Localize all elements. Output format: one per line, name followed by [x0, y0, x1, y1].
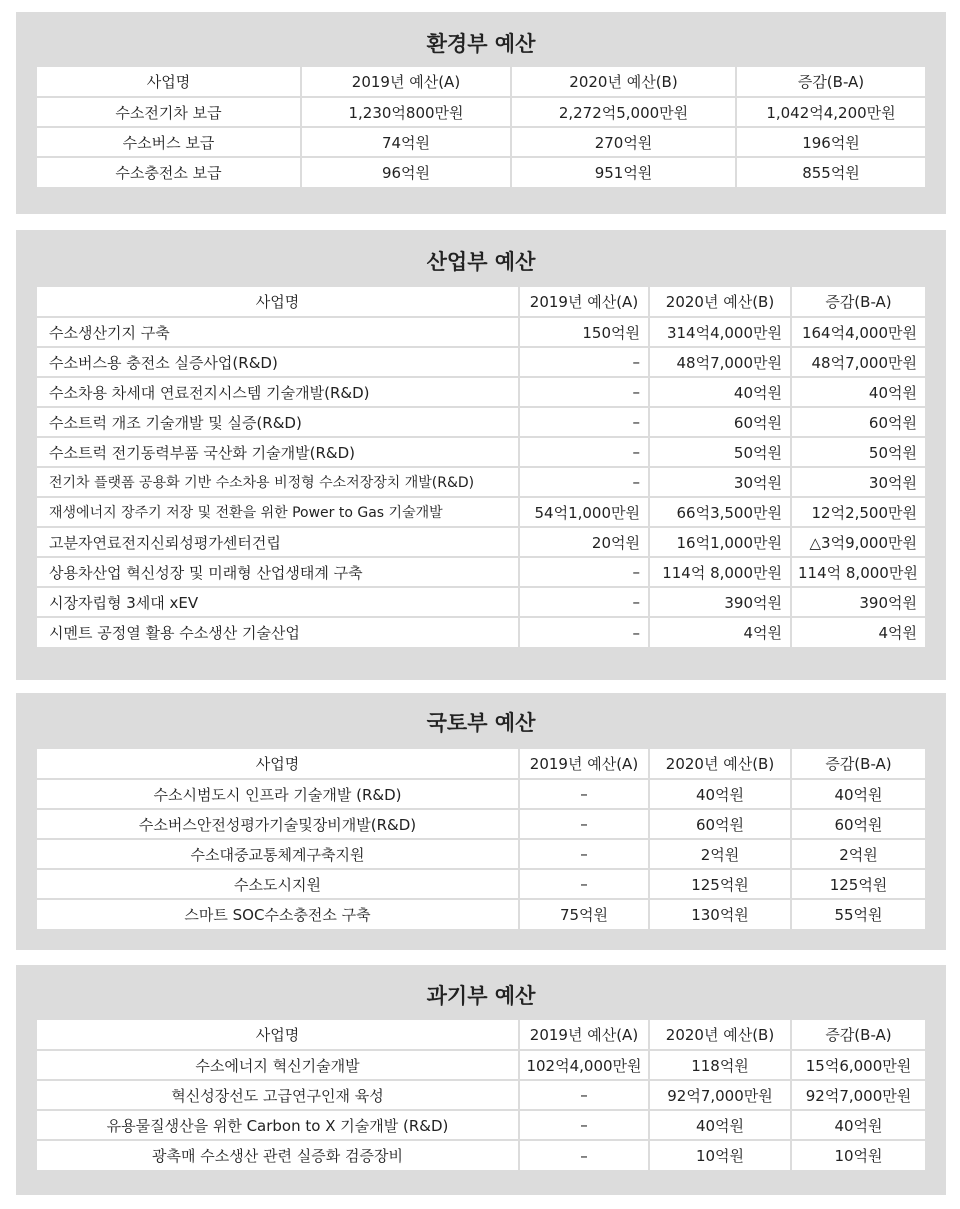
col-header-2020: 2020년 예산(B): [511, 67, 736, 97]
col-header-diff: 증감(B-A): [791, 287, 925, 317]
table-row: [37, 157, 925, 187]
project-name: 스마트 SOC수소충전소 구축: [37, 899, 519, 929]
budget-diff: 12억2,500만원: [791, 497, 925, 527]
budget-2020: 48억7,000만원: [649, 347, 791, 377]
science-budget-title: 과기부 예산: [426, 984, 536, 1008]
budget-2020: 92억7,000만원: [649, 1080, 791, 1110]
table-header-row: [37, 1020, 925, 1050]
col-header-2019: 2019년 예산(A): [519, 749, 649, 779]
budget-diff: 60억원: [791, 407, 925, 437]
table-row: [37, 1080, 925, 1110]
col-header-name: 사업명: [255, 1026, 300, 1044]
project-name: 수소전기차 보급: [37, 97, 301, 127]
table-row: [37, 497, 925, 527]
budget-2019: –: [519, 869, 649, 899]
table-header-row: [37, 749, 925, 779]
col-header-diff: 증감(B-A): [791, 1020, 925, 1050]
budget-2019: –: [519, 1140, 649, 1170]
project-name: 수소버스 보급: [37, 127, 301, 157]
land-budget-table: [37, 749, 925, 929]
budget-2020: 60억원: [649, 407, 791, 437]
project-name: 수소도시지원: [37, 869, 519, 899]
budget-2020: 4억원: [649, 617, 791, 647]
project-name: 수소버스안전성평가기술및장비개발(R&D): [37, 809, 519, 839]
budget-2019: 75억원: [519, 899, 649, 929]
budget-diff: 92억7,000만원: [791, 1080, 925, 1110]
budget-2020: 60억원: [649, 809, 791, 839]
col-header-2019: 2019년 예산(A): [519, 287, 649, 317]
budget-2019: –: [519, 557, 649, 587]
budget-2019: 1,230억800만원: [301, 97, 511, 127]
table-row: [37, 437, 925, 467]
budget-diff: 30억원: [791, 467, 925, 497]
budget-2019: –: [519, 839, 649, 869]
budget-2020: 125억원: [649, 869, 791, 899]
budget-diff: 855억원: [736, 157, 925, 187]
table-row: [37, 587, 925, 617]
budget-diff: 10억원: [791, 1140, 925, 1170]
budget-2019: –: [519, 437, 649, 467]
env-budget-title: 환경부 예산: [426, 32, 536, 56]
budget-diff: 48억7,000만원: [791, 347, 925, 377]
project-name: 시장자립형 3세대 xEV: [37, 587, 519, 617]
land-budget-title: 국토부 예산: [426, 711, 536, 735]
project-name: 수소트럭 전기동력부품 국산화 기술개발(R&D): [37, 437, 519, 467]
project-name: 수소트럭 개조 기술개발 및 실증(R&D): [37, 407, 519, 437]
budget-2020: 16억1,000만원: [649, 527, 791, 557]
budget-2019: 96억원: [301, 157, 511, 187]
industry-budget-table: [37, 287, 925, 647]
env-budget-table: [37, 67, 925, 187]
budget-2019: –: [519, 617, 649, 647]
budget-2020: 130억원: [649, 899, 791, 929]
table-row: [37, 557, 925, 587]
table-header-row: [37, 287, 925, 317]
budget-diff: 164억4,000만원: [791, 317, 925, 347]
budget-2019: –: [519, 347, 649, 377]
budget-2020: 40억원: [649, 377, 791, 407]
budget-diff: 4억원: [791, 617, 925, 647]
project-name: 수소충전소 보급: [37, 157, 301, 187]
project-name: 수소에너지 혁신기술개발: [37, 1050, 519, 1080]
col-header-name: 사업명: [146, 73, 191, 91]
budget-diff: 55억원: [791, 899, 925, 929]
budget-diff: 1,042억4,200만원: [736, 97, 925, 127]
col-header-2020: 2020년 예산(B): [649, 1020, 791, 1050]
table-row: [37, 347, 925, 377]
science-budget-table: [37, 1020, 925, 1170]
col-header-name: 사업명: [255, 293, 300, 311]
budget-2019: –: [519, 377, 649, 407]
col-header-diff: 증감(B-A): [791, 749, 925, 779]
budget-2019: 20억원: [519, 527, 649, 557]
budget-2020: 114억 8,000만원: [649, 557, 791, 587]
land-budget-panel: [16, 693, 946, 950]
table-row: [37, 1050, 925, 1080]
budget-2019: –: [519, 809, 649, 839]
col-header-2019: 2019년 예산(A): [519, 1020, 649, 1050]
budget-2020: 314억4,000만원: [649, 317, 791, 347]
table-row: [37, 317, 925, 347]
project-name: 시멘트 공정열 활용 수소생산 기술산업: [37, 617, 519, 647]
table-row: [37, 127, 925, 157]
env-budget-panel: [16, 12, 946, 214]
budget-2020: 30억원: [649, 467, 791, 497]
project-name: 광촉매 수소생산 관련 실증화 검증장비: [37, 1140, 519, 1170]
budget-diff: 196억원: [736, 127, 925, 157]
project-name: 전기차 플랫폼 공용화 기반 수소차용 비정형 수소저장장치 개발(R&D): [37, 467, 519, 497]
budget-diff: 40억원: [791, 779, 925, 809]
budget-2020: 270억원: [511, 127, 736, 157]
table-row: [37, 839, 925, 869]
budget-2020: 118억원: [649, 1050, 791, 1080]
project-name: 유용물질생산을 위한 Carbon to X 기술개발 (R&D): [37, 1110, 519, 1140]
col-header-2019: 2019년 예산(A): [301, 67, 511, 97]
project-name: 상용차산업 혁신성장 및 미래형 산업생태계 구축: [37, 557, 519, 587]
budget-diff: 40억원: [791, 1110, 925, 1140]
project-name: 재생에너지 장주기 저장 및 전환을 위한 Power to Gas 기술개발: [37, 497, 519, 527]
industry-budget-title: 산업부 예산: [426, 250, 536, 274]
budget-2019: 74억원: [301, 127, 511, 157]
budget-diff: 125억원: [791, 869, 925, 899]
table-row: [37, 97, 925, 127]
budget-2020: 2,272억5,000만원: [511, 97, 736, 127]
science-budget-panel: [16, 965, 946, 1195]
budget-diff: 390억원: [791, 587, 925, 617]
table-row: [37, 377, 925, 407]
budget-diff: △3억9,000만원: [791, 527, 925, 557]
budget-diff: 2억원: [791, 839, 925, 869]
budget-2019: 150억원: [519, 317, 649, 347]
table-row: [37, 809, 925, 839]
project-name: 고분자연료전지신뢰성평가센터건립: [37, 527, 519, 557]
project-name: 수소대중교통체계구축지원: [37, 839, 519, 869]
budget-2019: –: [519, 1080, 649, 1110]
project-name: 수소버스용 충전소 실증사업(R&D): [37, 347, 519, 377]
table-row: [37, 467, 925, 497]
project-name: 수소생산기지 구축: [37, 317, 519, 347]
budget-diff: 50억원: [791, 437, 925, 467]
table-header-row: [37, 67, 925, 97]
budget-2019: –: [519, 467, 649, 497]
budget-2020: 50억원: [649, 437, 791, 467]
col-header-diff: 증감(B-A): [736, 67, 925, 97]
budget-diff: 60억원: [791, 809, 925, 839]
project-name: 수소차용 차세대 연료전지시스템 기술개발(R&D): [37, 377, 519, 407]
project-name: 수소시범도시 인프라 기술개발 (R&D): [37, 779, 519, 809]
budget-diff: 15억6,000만원: [791, 1050, 925, 1080]
budget-2020: 40억원: [649, 1110, 791, 1140]
col-header-2020: 2020년 예산(B): [649, 287, 791, 317]
table-row: [37, 869, 925, 899]
table-row: [37, 899, 925, 929]
table-row: [37, 527, 925, 557]
table-row: [37, 1110, 925, 1140]
budget-2019: –: [519, 1110, 649, 1140]
budget-diff: 40억원: [791, 377, 925, 407]
table-row: [37, 617, 925, 647]
budget-2020: 40억원: [649, 779, 791, 809]
budget-2019: –: [519, 587, 649, 617]
budget-2019: –: [519, 779, 649, 809]
industry-budget-panel: [16, 230, 946, 680]
budget-2019: 102억4,000만원: [519, 1050, 649, 1080]
budget-2020: 951억원: [511, 157, 736, 187]
budget-2020: 66억3,500만원: [649, 497, 791, 527]
budget-2020: 390억원: [649, 587, 791, 617]
table-row: [37, 1140, 925, 1170]
table-row: [37, 407, 925, 437]
budget-diff: 114억 8,000만원: [791, 557, 925, 587]
budget-2020: 2억원: [649, 839, 791, 869]
col-header-name: 사업명: [255, 755, 300, 773]
table-row: [37, 779, 925, 809]
project-name: 혁신성장선도 고급연구인재 육성: [37, 1080, 519, 1110]
budget-2020: 10억원: [649, 1140, 791, 1170]
budget-2019: –: [519, 407, 649, 437]
budget-2019: 54억1,000만원: [519, 497, 649, 527]
col-header-2020: 2020년 예산(B): [649, 749, 791, 779]
